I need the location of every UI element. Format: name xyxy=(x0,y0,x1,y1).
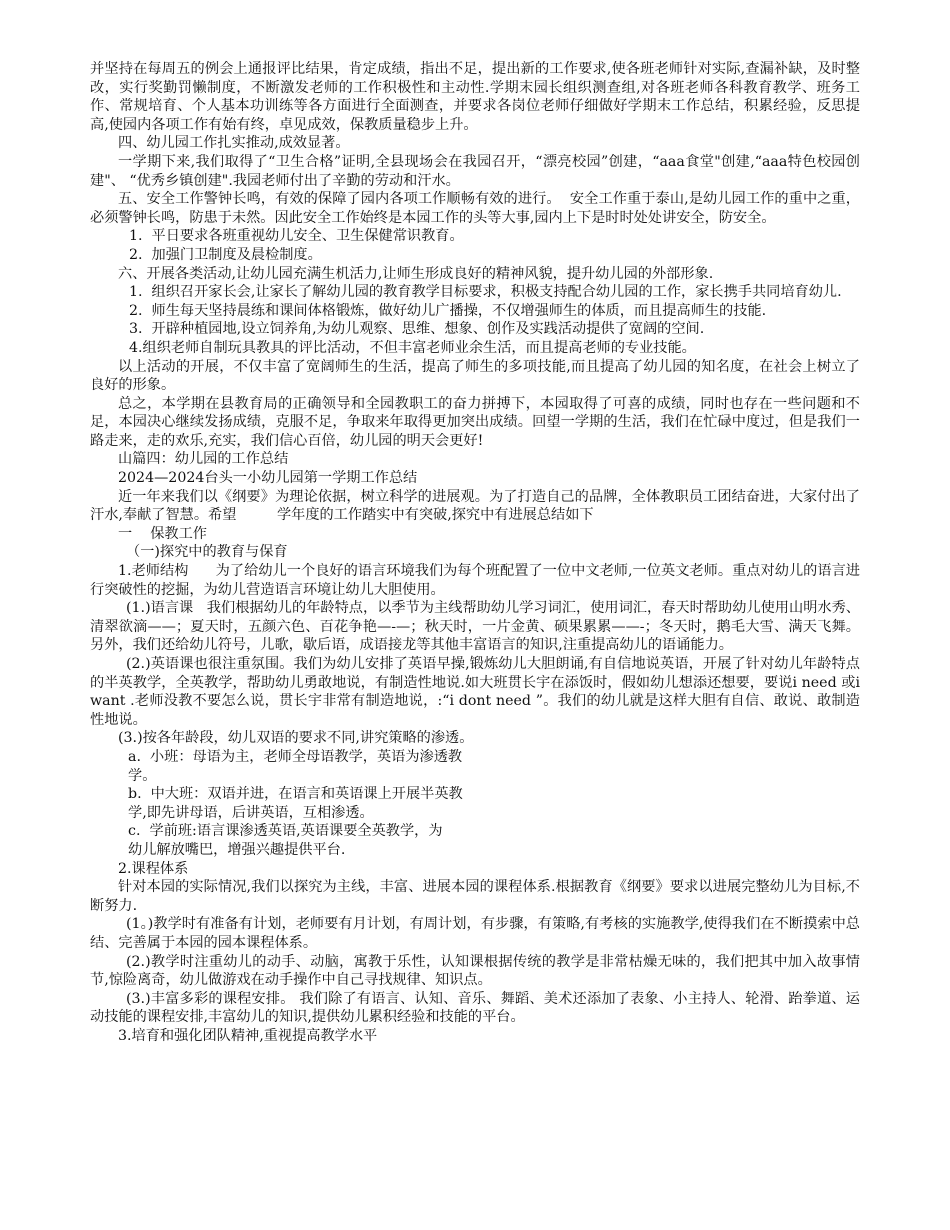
paragraph: 并坚持在每周五的例会上通报评比结果，肯定成绩，指出不足，提出新的工作要求,使各班老师针对实际,查漏补缺，及时整改，实行奖勤罚懒制度，不断激发老师的工作积极性和主动性.学期末园长组织测查组,对各班老师各科教育教学、班务工作、常规培育、个人基本功训练等各方面进行全面测查，并要求各岗位老师仔细做好学期末工作总结，积累经验，反思提高,使园内各项工作有始有终，卓见成效，保教质量稳步上升。 xyxy=(90,61,860,133)
paragraph: 以上活动的开展，不仅丰富了宽阔师生的生活，提高了师生的多项技能,而且提高了幼儿园的知名度，在社会上树立了良好的形象。 xyxy=(90,358,860,394)
subsection-heading: （一)探究中的教育与保育 xyxy=(126,544,288,561)
paragraph: 针对本园的实际情况,我们以探究为主线，丰富、进展本园的课程体系.根据教育《纲要》要求以进展完整幼儿为目标,不断努力. xyxy=(90,879,860,914)
paragraph: (2.)教学时注重幼儿的动手、动脑，寓教于乐性，认知课根据传统的教学是非常枯燥无味的，我们把其中加入故事情节,惊险离奇，幼儿做游戏在动手操作中自己寻找规律、知识点。 xyxy=(90,953,860,989)
paragraph: (2.)英语课也很注重氛围。我们为幼儿安排了英语早操,锻炼幼儿大胆朗诵,有自信地说英语，开展了针对幼儿年龄特点的半英教学，全英教学，帮助幼儿勇敢地说，有制造性地说.如大班贯长宇在添饭时，假如幼儿想添还想要，要说i need 或i want .老师没教不要怎么说，贯长宇非常有制造地说，:“i dont need ”。我们的幼儿就是这样大胆有自信、敢说、敢制造性地说。 xyxy=(90,656,865,728)
section-heading: 四、幼儿园工作扎实推动,成效显著。 xyxy=(118,135,350,152)
list-item: c. 学前班:语言课渗透英语,英语课要全英教学，为 xyxy=(128,823,443,840)
section-heading: 一 保教工作 xyxy=(118,525,207,542)
list-item-continuation: 学。 xyxy=(128,767,157,784)
list-item: 2. 加强门卫制度及晨检制度。 xyxy=(129,246,322,263)
section-heading: 五、安全工作警钟长鸣，有效的保障了园内各项工作顺畅有效的进行。 安全工作重于泰山,是幼儿园工作的重中之重，必须警钟长鸣，防患于未然。因此安全工作始终是本园工作的头等大事,园内上下是时时处处讲安全，防安全。 xyxy=(90,191,860,226)
section-heading: 2.课程体系 xyxy=(118,860,189,877)
list-item: 1. 平日要求各班重视幼儿安全、卫生保健常识教育。 xyxy=(129,228,464,245)
list-item: 2. 师生每天坚持晨练和课间体格锻炼，做好幼儿广播操，不仅增强师生的体质，而且提高师生的技能. xyxy=(129,302,767,319)
paragraph: (1。)教学时有准备有计划，老师要有月计划，有周计划，有步骤，有策略,有考核的实施教学,使得我们在不断摸索中总结、完善属于本园的园本课程体系。 xyxy=(90,916,860,951)
list-item-continuation: 幼儿解放嘴巴，增强兴趣提供平台. xyxy=(128,841,346,858)
paragraph: (3.)按各年龄段，幼儿双语的要求不同,讲究策略的渗透。 xyxy=(118,730,474,747)
list-item: a. 小班：母语为主，老师全母语教学，英语为渗透教 xyxy=(128,748,463,765)
list-item-continuation: 学,即先讲母语，后讲英语，互相渗透。 xyxy=(128,804,374,821)
list-item: 3. 开辟种植园地,设立饲养角,为幼儿观察、思维、想象、创作及实践活动提供了宽阔的空间. xyxy=(129,321,705,338)
list-item: 1. 组织召开家长会,让家长了解幼儿园的教育教学目标要求，积极支持配合幼儿园的工作，家长携手共同培育幼儿. xyxy=(129,284,842,301)
paragraph: (1.)语言课 我们根据幼儿的年龄特点，以季节为主线帮助幼儿学习词汇，使用词汇，春天时帮助幼儿使用山明水秀、清翠欲滴——；夏天时，五颜六色、百花争艳—-—；秋天时，一片金黄、硕果累累——-；冬天时，鹅毛大雪、满天飞舞。另外，我们还给幼儿符号，儿歌，歇后语，成语接龙等其他丰富语言的知识,注重提高幼儿的语诵能力。 xyxy=(90,600,860,654)
paragraph: 1.老师结构 为了给幼儿一个良好的语言环境我们为每个班配置了一位中文老师,一位英文老师。重点对幼儿的语言进行突破性的挖掘，为幼儿营造语言环境让幼儿大胆使用。 xyxy=(90,563,860,598)
paragraph: 一学期下来,我们取得了“卫生合格”证明,全县现场会在我园召开，“漂亮校园”创建，“aaa食堂"创建,“aaa特色校园创建"、 “优秀乡镇创建".我园老师付出了辛勤的劳动和汗水。 xyxy=(90,153,860,189)
paragraph: 总之，本学期在县教育局的正确领导和全园教职工的奋力拼搏下，本园取得了可喜的成绩，同时也存在一些问题和不足，本园决心继续发扬成绩，克服不足，争取来年取得更加突出成绩。回望一学期的生活，我们在忙碌中度过，但是我们一路走来，走的欢乐,充实，我们信心百倍，幼儿园的明天会更好! xyxy=(90,395,860,449)
section-heading: 六、开展各类活动,让幼儿园充满生机活力,让师生形成良好的精神风貌，提升幼儿园的外部形象. xyxy=(118,265,714,282)
article-subtitle: 2024—2024台头一小幼儿园第一学期工作总结 xyxy=(118,470,418,487)
section-heading: 3.培育和强化团队精神,重视提高教学水平 xyxy=(118,1027,378,1044)
list-item: b. 中大班：双语并进，在语言和英语课上开展半英教 xyxy=(128,786,463,803)
list-item: 4.组织老师自制玩具教具的评比活动，不但丰富老师业余生活，而且提高老师的专业技能。 xyxy=(129,339,696,356)
article-title: 山篇四：幼儿园的工作总结 xyxy=(118,451,289,468)
paragraph: (3.)丰富多彩的课程安排。 我们除了有语言、认知、音乐、舞蹈、美术还添加了表象、小主持人、轮滑、跆拳道、运动技能的课程安排,丰富幼儿的知识,提供幼儿累积经验和技能的平台。 xyxy=(90,990,860,1026)
paragraph: 近一年来我们以《纲要》为理论依据，树立科学的进展观。为了打造自己的品牌，全体教职员工团结奋进，大家付出了汗水,奉献了智慧。希望 学年度的工作踏实中有突破,探究中有进展总结如下 xyxy=(90,488,860,524)
